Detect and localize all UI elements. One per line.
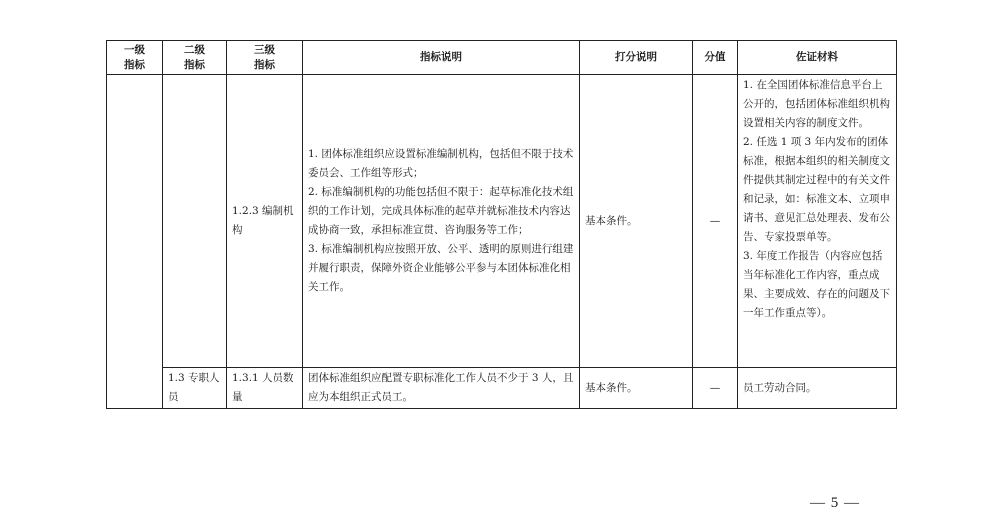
cell-level2: 1.3 专职人员 [163,368,227,409]
cell-score: — [693,368,738,409]
header-evidence: 佐证材料 [738,41,897,75]
cell-level1 [107,75,163,409]
cell-description [303,75,580,368]
description-item: 3. 标准编制机构应按照开放、公平、透明的原则进行组建并履行职责，保障外资企业能够公平参与本团体标准化相关工作。 [308,243,574,293]
description-item: 2. 标准编制机构的功能包括但不限于：起草标准化技术组织的工作计划，完成具体标准的起草并就标准技术内容达成协商一致，承担标准宣贯、咨询服务等工作； [308,186,574,236]
evidence-item: 1. 在全国团体标准信息平台上公开的，包括团体标准组织机构设置相关内容的制度文件。 [743,79,890,129]
header-level3: 三级 指标 [227,41,303,75]
cell-score: — [693,75,738,368]
header-description: 指标说明 [303,41,580,75]
cell-evidence [738,75,897,368]
table-header-row [107,41,897,75]
header-level1: 一级 指标 [107,41,163,75]
cell-level3: 1.2.3 编制机构 [227,75,303,368]
cell-level3: 1.3.1 人员数量 [227,368,303,409]
table-row [107,368,897,409]
cell-level2 [163,75,227,368]
cell-description: 团体标准组织应配置专职标准化工作人员不少于 3 人，且应为本组织正式员工。 [303,368,580,409]
evidence-item: 2. 任选 1 项 3 年内发布的团体标准，根据本组织的相关制度文件提供其制定过程中的有关文件和记录，如：标准文本、立项申请书、意见汇总处理表、发布公告、专家投票单等。 [743,136,890,243]
header-score: 分值 [693,41,738,75]
description-item: 1. 团体标准组织应设置标准编制机构，包括但不限于技术委员会、工作组等形式； [308,148,574,179]
page-number: — 5 — [810,495,860,511]
header-level2: 二级 指标 [163,41,227,75]
cell-scoring: 基本条件。 [580,75,693,368]
indicator-table [106,40,897,409]
header-scoring: 打分说明 [580,41,693,75]
table-row [107,75,897,368]
cell-scoring: 基本条件。 [580,368,693,409]
evidence-item: 3. 年度工作报告（内容应包括当年标准化工作内容，重点成果、主要成效、存在的问题及下一年工作重点等）。 [743,250,890,319]
cell-evidence: 员工劳动合同。 [738,368,897,409]
